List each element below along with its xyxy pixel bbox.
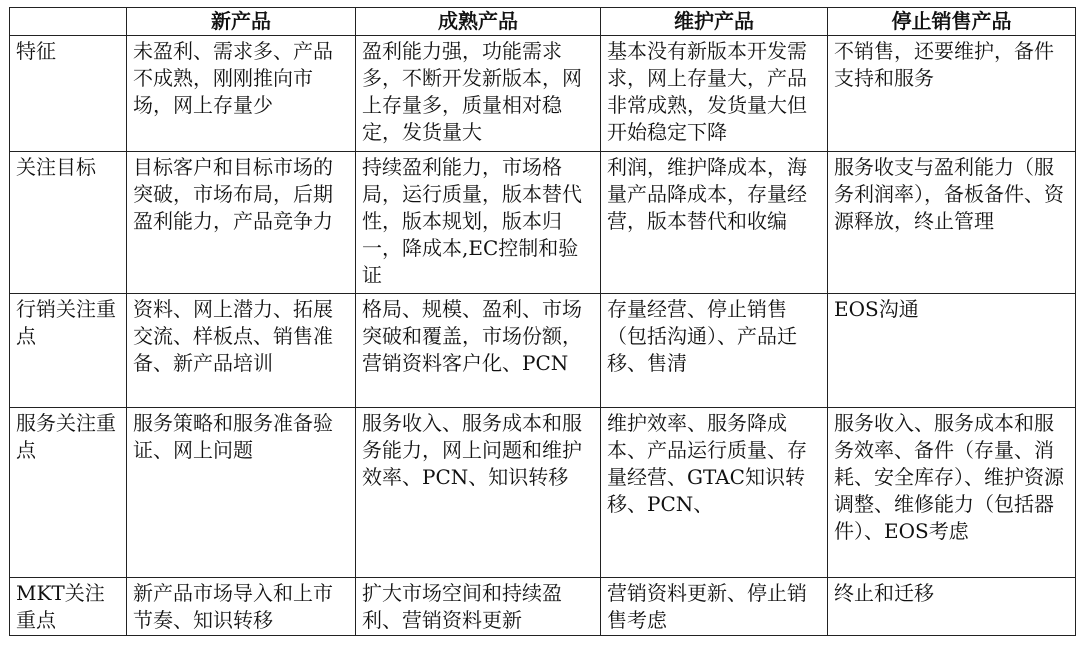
table-cell: 服务收支与盈利能力（服务利润率），备板备件、资源释放，终止管理 [828, 152, 1076, 294]
row-label-mkt-focus: MKT关注重点 [10, 578, 127, 636]
product-lifecycle-table [9, 7, 1076, 636]
table-cell: 利润，维护降成本，海量产品降成本，存量经营，版本替代和收编 [601, 152, 828, 294]
table-cell: 服务收入、服务成本和服务能力，网上问题和维护效率、PCN、知识转移 [356, 408, 601, 578]
table-cell: 基本没有新版本开发需求，网上存量大，产品非常成熟，发货量大但开始稳定下降 [601, 36, 828, 152]
table-row [10, 152, 1076, 294]
header-row [10, 8, 1076, 36]
table-row [10, 36, 1076, 152]
table-cell: 未盈利、需求多、产品不成熟，刚刚推向市场，网上存量少 [127, 36, 356, 152]
header-new-product: 新产品 [127, 8, 356, 36]
table-cell: 营销资料更新、停止销售考虑 [601, 578, 828, 636]
table-cell: 盈利能力强，功能需求多，不断开发新版本，网上存量多，质量相对稳定，发货量大 [356, 36, 601, 152]
table-cell: 新产品市场导入和上市节奏、知识转移 [127, 578, 356, 636]
table-cell: 格局、规模、盈利、市场突破和覆盖，市场份额，营销资料客户化、PCN [356, 294, 601, 408]
row-label-focus-goals: 关注目标 [10, 152, 127, 294]
table-row [10, 408, 1076, 578]
table-cell: 服务收入、服务成本和服务效率、备件（存量、消耗、安全库存）、维护资源调整、维修能力（包括器件）、EOS考虑 [828, 408, 1076, 578]
header-maintenance-product: 维护产品 [601, 8, 828, 36]
table-cell: 终止和迁移 [828, 578, 1076, 636]
table-cell: 服务策略和服务准备验证、网上问题 [127, 408, 356, 578]
table-cell: 扩大市场空间和持续盈利、营销资料更新 [356, 578, 601, 636]
header-discontinued-product: 停止销售产品 [828, 8, 1076, 36]
table-cell: 维护效率、服务降成本、产品运行质量、存量经营、GTAC知识转移、PCN、 [601, 408, 828, 578]
row-label-sales-focus: 行销关注重点 [10, 294, 127, 408]
table-row [10, 578, 1076, 636]
header-mature-product: 成熟产品 [356, 8, 601, 36]
table-cell: 不销售，还要维护，备件支持和服务 [828, 36, 1076, 152]
table-cell: 资料、网上潜力、拓展交流、样板点、销售准备、新产品培训 [127, 294, 356, 408]
table-cell: 存量经营、停止销售（包括沟通）、产品迁移、售清 [601, 294, 828, 408]
table-cell: 目标客户和目标市场的突破，市场布局，后期盈利能力，产品竞争力 [127, 152, 356, 294]
table-cell: EOS沟通 [828, 294, 1076, 408]
corner-header-cell [10, 8, 127, 36]
table-cell: 持续盈利能力，市场格局，运行质量，版本替代性，版本规划，版本归一，降成本,EC控制和验证 [356, 152, 601, 294]
row-label-service-focus: 服务关注重点 [10, 408, 127, 578]
table-row [10, 294, 1076, 408]
row-label-features: 特征 [10, 36, 127, 152]
